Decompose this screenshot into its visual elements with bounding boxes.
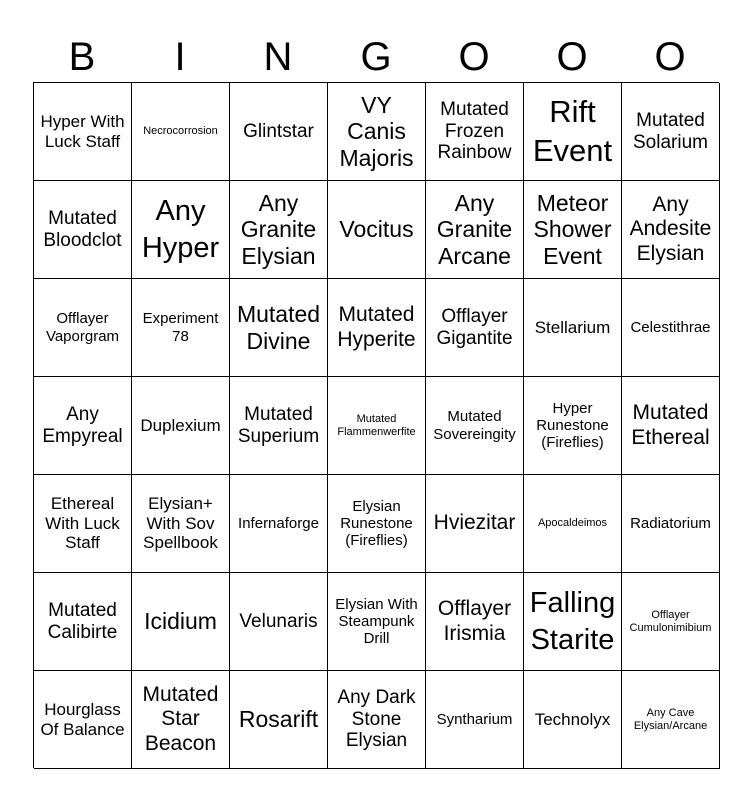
header-letter-n: N: [263, 35, 293, 79]
bingo-cell[interactable]: Hourglass Of Balance: [34, 671, 132, 769]
bingo-cell[interactable]: Ethereal With Luck Staff: [34, 475, 132, 573]
bingo-cell[interactable]: Mutated Frozen Rainbow: [426, 83, 524, 181]
bingo-cell[interactable]: Offlayer Irismia: [426, 573, 524, 671]
bingo-cell[interactable]: Technolyx: [524, 671, 622, 769]
bingo-cell[interactable]: Glintstar: [230, 83, 328, 181]
bingo-cell[interactable]: Rift Event: [524, 83, 622, 181]
bingo-cell[interactable]: Mutated Divine: [230, 279, 328, 377]
bingo-cell[interactable]: Radiatorium: [622, 475, 720, 573]
bingo-cell[interactable]: Hyper With Luck Staff: [34, 83, 132, 181]
bingo-cell[interactable]: Mutated Flammenwerfite: [328, 377, 426, 475]
header-letter-o-3: O: [654, 35, 686, 79]
bingo-cell[interactable]: Offlayer Gigantite: [426, 279, 524, 377]
bingo-cell[interactable]: Hyper Runestone (Fireflies): [524, 377, 622, 475]
header-letter-i: I: [174, 35, 186, 79]
bingo-cell[interactable]: Celestithrae: [622, 279, 720, 377]
bingo-cell[interactable]: Apocaldeimos: [524, 475, 622, 573]
bingo-cell[interactable]: Offlayer Vaporgram: [34, 279, 132, 377]
bingo-cell[interactable]: Any Andesite Elysian: [622, 181, 720, 279]
bingo-cell[interactable]: Mutated Hyperite: [328, 279, 426, 377]
header-letter-o-1: O: [458, 35, 490, 79]
bingo-cell[interactable]: Rosarift: [230, 671, 328, 769]
bingo-cell[interactable]: Duplexium: [132, 377, 230, 475]
header-letter-b: B: [68, 35, 96, 79]
bingo-cell[interactable]: Any Dark Stone Elysian: [328, 671, 426, 769]
bingo-cell[interactable]: Experiment 78: [132, 279, 230, 377]
bingo-cell[interactable]: Elysian With Steampunk Drill: [328, 573, 426, 671]
bingo-cell[interactable]: Any Granite Elysian: [230, 181, 328, 279]
bingo-cell[interactable]: Velunaris: [230, 573, 328, 671]
bingo-cell[interactable]: Any Cave Elysian/Arcane: [622, 671, 720, 769]
bingo-cell[interactable]: Mutated Calibirte: [34, 573, 132, 671]
bingo-cell[interactable]: Mutated Superium: [230, 377, 328, 475]
bingo-cell[interactable]: Mutated Solarium: [622, 83, 720, 181]
bingo-cell[interactable]: Meteor Shower Event: [524, 181, 622, 279]
header-letter-o-2: O: [556, 35, 588, 79]
bingo-cell[interactable]: Stellarium: [524, 279, 622, 377]
bingo-cell[interactable]: VY Canis Majoris: [328, 83, 426, 181]
bingo-header: [33, 32, 719, 82]
bingo-cell[interactable]: Vocitus: [328, 181, 426, 279]
bingo-cell[interactable]: Any Granite Arcane: [426, 181, 524, 279]
bingo-cell[interactable]: Syntharium: [426, 671, 524, 769]
bingo-cell[interactable]: Hviezitar: [426, 475, 524, 573]
bingo-cell[interactable]: Necrocorrosion: [132, 83, 230, 181]
bingo-cell[interactable]: Icidium: [132, 573, 230, 671]
bingo-cell[interactable]: Elysian Runestone (Fireflies): [328, 475, 426, 573]
bingo-cell[interactable]: Elysian+ With Sov Spellbook: [132, 475, 230, 573]
bingo-cell[interactable]: Mutated Star Beacon: [132, 671, 230, 769]
bingo-cell[interactable]: Offlayer Cumulonimibium: [622, 573, 720, 671]
bingo-cell[interactable]: Mutated Sovereingity: [426, 377, 524, 475]
bingo-cell[interactable]: Mutated Ethereal: [622, 377, 720, 475]
bingo-board: [33, 82, 719, 768]
bingo-cell[interactable]: Any Hyper: [132, 181, 230, 279]
header-letter-g: G: [360, 35, 392, 79]
bingo-cell[interactable]: Falling Starite: [524, 573, 622, 671]
bingo-cell[interactable]: Infernaforge: [230, 475, 328, 573]
bingo-cell[interactable]: Mutated Bloodclot: [34, 181, 132, 279]
bingo-cell[interactable]: Any Empyreal: [34, 377, 132, 475]
